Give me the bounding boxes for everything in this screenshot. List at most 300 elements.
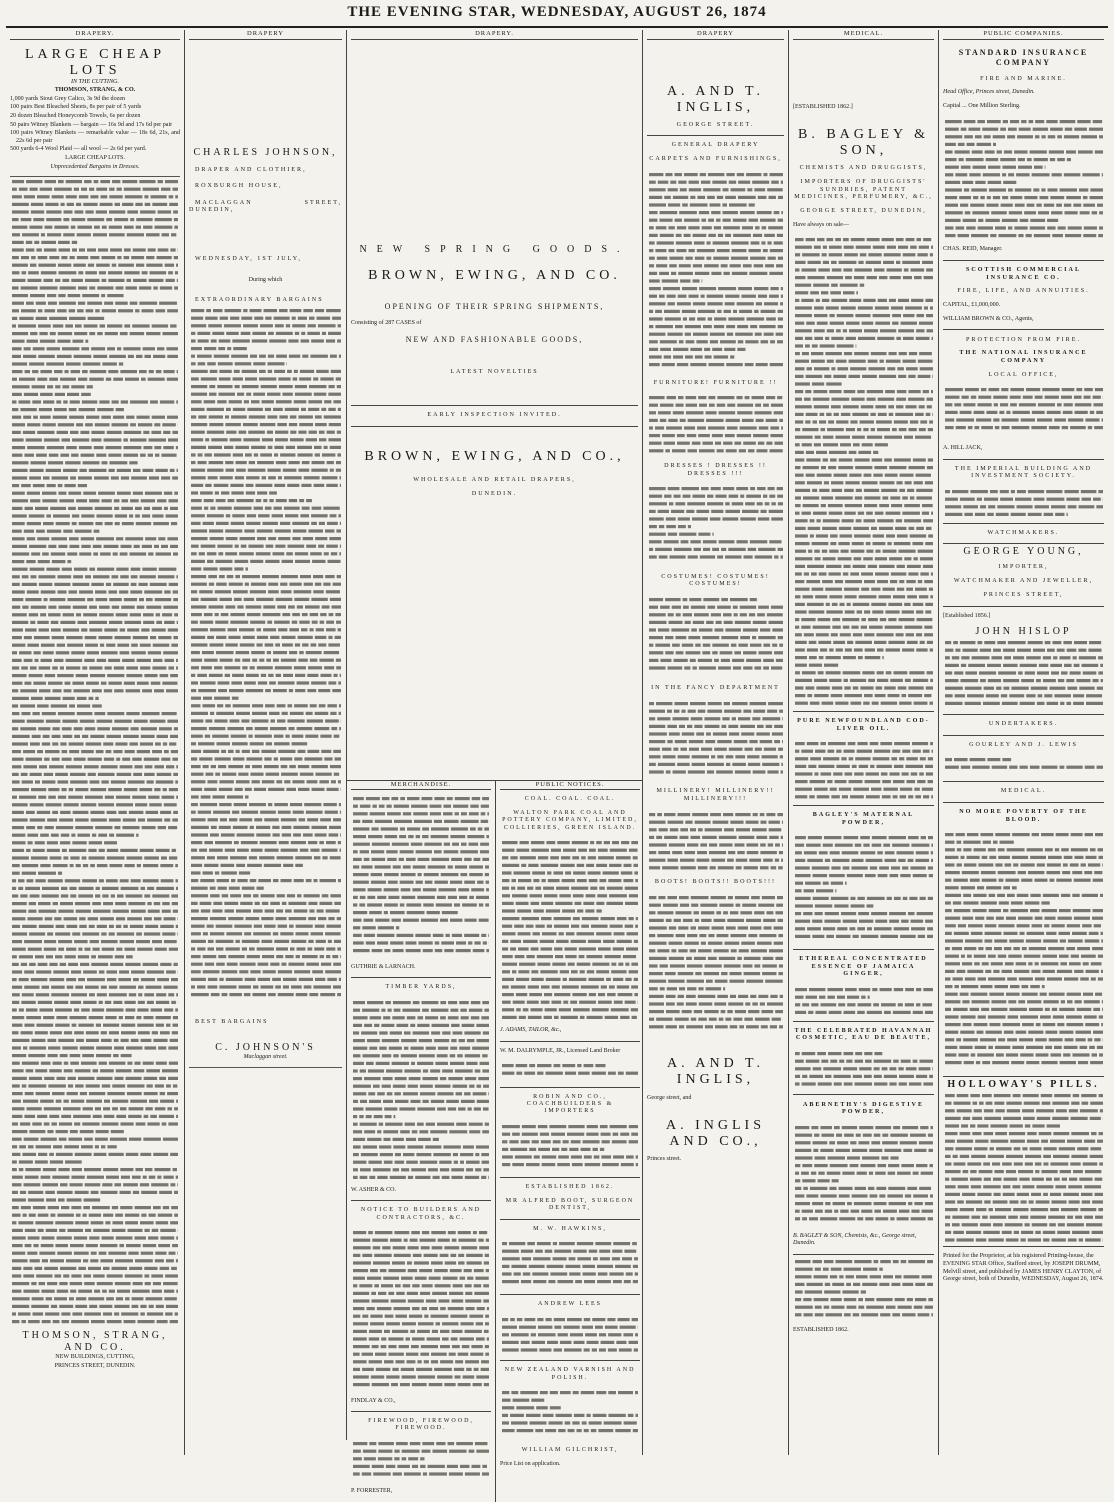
text-line-word	[916, 489, 932, 492]
text-line-word	[689, 747, 699, 750]
text-line-word	[125, 195, 143, 198]
text-line-word	[795, 520, 808, 523]
text-line-word	[649, 813, 655, 816]
text-line-word	[649, 606, 658, 609]
text-line-word	[795, 702, 808, 705]
text-line-word	[333, 962, 341, 965]
text-line-word	[681, 709, 685, 712]
text-line-word	[843, 573, 848, 576]
text-line-word	[41, 1062, 51, 1065]
text-line-word	[889, 558, 902, 561]
text-line-word	[782, 717, 783, 720]
text-line-word	[147, 902, 151, 905]
text-line-word	[57, 355, 72, 358]
text-line-word	[662, 279, 678, 282]
text-line-word	[795, 284, 811, 287]
text-line-word	[795, 254, 800, 257]
text-line-word	[282, 902, 287, 905]
text-line-word	[162, 796, 175, 799]
text-line-word	[660, 404, 674, 407]
text-line-word	[682, 287, 697, 290]
text-line-word	[260, 324, 273, 327]
text-line-word	[61, 1206, 69, 1209]
text-line-word	[677, 1002, 684, 1005]
text-line-word	[85, 636, 97, 639]
text-line-word	[868, 360, 878, 363]
text-line-word	[774, 724, 783, 727]
text-line-word	[822, 254, 827, 257]
text-line-word	[920, 897, 926, 900]
text-line-word	[106, 1297, 114, 1300]
text-line-word	[135, 1259, 153, 1262]
text-line-word	[765, 979, 783, 982]
text-line-word	[191, 909, 199, 912]
text-line-word	[779, 419, 783, 422]
text-line-word	[697, 317, 705, 320]
text-line-word	[82, 401, 97, 404]
text-line-word	[842, 796, 848, 799]
text-line-word	[731, 241, 748, 244]
text-line-word	[276, 674, 281, 677]
text-line-word	[12, 431, 21, 434]
text-line-word	[657, 949, 669, 952]
text-line-word	[930, 254, 933, 257]
text-line-word	[111, 575, 118, 578]
text-line-word	[32, 1313, 43, 1316]
text-line-word	[893, 672, 907, 675]
text-line-word	[12, 758, 24, 761]
text-line-word	[12, 644, 25, 647]
text-line-word	[927, 406, 932, 409]
text-line-word	[716, 621, 722, 624]
text-line-word	[326, 909, 340, 912]
text-line-word	[225, 461, 233, 464]
text-line-word	[328, 332, 341, 335]
text-line-word	[908, 398, 924, 401]
text-line-word	[649, 264, 654, 267]
text-line-word	[914, 276, 922, 279]
text-line-word	[79, 591, 93, 594]
text-line-word	[264, 757, 271, 760]
text-line-word	[138, 993, 142, 996]
text-line-word	[19, 188, 28, 191]
text-line-word	[68, 1085, 73, 1088]
text-line-word	[81, 1145, 93, 1148]
text-line-word	[899, 758, 904, 761]
text-line-word	[752, 180, 769, 183]
text-line-word	[120, 370, 137, 373]
text-line-word	[818, 1082, 832, 1085]
text-line-word	[705, 355, 712, 358]
text-line-word	[832, 618, 840, 621]
text-line-word	[682, 1010, 692, 1013]
text-line-word	[905, 988, 914, 991]
text-line-word	[692, 755, 709, 758]
text-line-word	[170, 1039, 178, 1042]
text-line-word	[160, 1031, 170, 1034]
text-line-word	[12, 1123, 18, 1126]
text-line-word	[95, 895, 100, 898]
text-line-word	[119, 1244, 124, 1247]
text-line-word	[162, 910, 171, 913]
text-line-word	[699, 667, 716, 670]
text-line-word	[282, 826, 292, 829]
text-line-word	[115, 1259, 133, 1262]
text-line-word	[698, 709, 706, 712]
text-line-word	[176, 993, 178, 996]
text-line-word	[923, 988, 933, 991]
text-line-word	[58, 1168, 69, 1171]
text-line-word	[768, 702, 783, 705]
text-line-word	[256, 499, 262, 502]
text-line-word	[893, 1011, 911, 1014]
text-line-word	[913, 1059, 918, 1062]
text-line-word	[328, 385, 334, 388]
text-line-word	[292, 620, 298, 623]
text-line-word	[144, 857, 159, 860]
text-line-word	[252, 993, 266, 996]
text-line-word	[98, 834, 107, 837]
text-line-word	[769, 949, 783, 952]
text-line-word	[843, 238, 849, 241]
text-line-word	[828, 466, 836, 469]
text-line-word	[841, 912, 856, 915]
text-line-word	[709, 203, 720, 206]
text-line-word	[230, 484, 243, 487]
text-line-word	[903, 276, 912, 279]
text-line-word	[137, 750, 150, 753]
text-line-word	[649, 411, 656, 414]
text-line-word	[97, 727, 110, 730]
text-line-word	[890, 580, 897, 583]
text-line-word	[678, 949, 687, 952]
text-line-word	[153, 355, 165, 358]
text-line-word	[81, 347, 89, 350]
text-line-word	[875, 573, 889, 576]
text-line-word	[268, 590, 279, 593]
text-line-word	[839, 788, 851, 791]
text-line-word	[820, 1126, 832, 1129]
text-line-word	[97, 1282, 113, 1285]
text-line-word	[795, 322, 804, 325]
text-line-word	[51, 537, 67, 540]
text-line-word	[701, 941, 706, 944]
text-line-word	[107, 431, 122, 434]
text-line-word	[216, 651, 234, 654]
text-line-word	[795, 542, 810, 545]
text-line-word	[898, 299, 909, 302]
text-line-word	[920, 758, 926, 761]
text-line-word	[152, 325, 168, 328]
text-line-word	[101, 986, 107, 989]
text-line-word	[160, 1092, 165, 1095]
text-line-word	[89, 469, 107, 472]
text-line-word	[669, 256, 683, 259]
text-line-word	[44, 439, 60, 442]
text-line-word	[909, 1082, 921, 1085]
text-line-word	[888, 352, 896, 355]
text-line-word	[25, 1176, 39, 1179]
text-line-word	[89, 993, 95, 996]
text-line-word	[106, 1009, 123, 1012]
text-line-word	[810, 520, 815, 523]
text-line-word	[151, 1275, 163, 1278]
text-line-word	[84, 1199, 101, 1202]
text-line-word	[159, 727, 172, 730]
text-line-word	[233, 826, 248, 829]
text-line-word	[40, 393, 53, 396]
text-line-word	[234, 560, 248, 563]
text-line-word	[45, 180, 56, 183]
text-line-word	[708, 317, 713, 320]
text-line-word	[105, 1001, 111, 1004]
text-line-word	[70, 477, 76, 480]
text-line-word	[94, 477, 109, 480]
text-line-word	[77, 621, 87, 624]
text-line-word	[859, 988, 871, 991]
text-line-word	[743, 629, 758, 632]
text-line-word	[76, 910, 91, 913]
text-line-word	[161, 545, 168, 548]
text-line-word	[829, 246, 842, 249]
text-line-word	[71, 1100, 84, 1103]
text-line-word	[872, 702, 879, 705]
text-line-word	[209, 727, 226, 730]
text-line-word	[706, 419, 723, 422]
text-line-word	[191, 575, 206, 578]
text-line-word	[677, 226, 686, 229]
text-line-word	[277, 894, 285, 897]
text-line-word	[102, 279, 107, 282]
text-lines-graphic	[647, 170, 785, 370]
text-line-word	[906, 1067, 917, 1070]
text-line-word	[297, 446, 312, 449]
text-line-word	[659, 218, 672, 221]
text-line-word	[63, 613, 74, 616]
text-line-word	[106, 750, 112, 753]
text-line-word	[926, 527, 932, 530]
text-line-word	[879, 375, 896, 378]
text-line-word	[81, 188, 87, 191]
text-line-word	[26, 302, 34, 305]
text-line-word	[673, 411, 684, 414]
text-line-word	[26, 180, 42, 183]
text-line-word	[73, 606, 87, 609]
text-line-word	[138, 583, 147, 586]
text-line-word	[830, 292, 841, 295]
text-line-word	[658, 851, 670, 854]
text-line-word	[649, 510, 656, 513]
text-line-word	[736, 540, 747, 543]
text-line-word	[122, 522, 134, 525]
text-line-word	[112, 1107, 118, 1110]
text-line-word	[806, 322, 815, 325]
text-line-word	[130, 591, 142, 594]
text-line-word	[830, 852, 840, 855]
text-line-word	[767, 613, 783, 616]
text-line-word	[287, 894, 295, 897]
text-line-word	[48, 879, 63, 882]
text-line-word	[698, 949, 711, 952]
text-line-word	[112, 180, 120, 183]
text-line-word	[831, 482, 843, 485]
text-line-word	[711, 613, 721, 616]
text-line-word	[896, 261, 900, 264]
text-line-word	[889, 413, 894, 416]
text-line-word	[220, 476, 233, 479]
text-line-word	[41, 241, 56, 244]
text-line-word	[109, 1031, 119, 1034]
text-line-word	[864, 580, 875, 583]
text-line-word	[96, 1047, 112, 1050]
text-line-word	[795, 634, 802, 637]
text-line-word	[871, 1141, 880, 1144]
text-line-word	[265, 909, 274, 912]
text-line-word	[93, 545, 102, 548]
text-line-word	[62, 347, 79, 350]
text-line-word	[12, 560, 24, 563]
text-line-word	[60, 667, 64, 670]
text-line-word	[824, 664, 838, 667]
text-line-word	[795, 398, 802, 401]
text-line-word	[247, 514, 256, 517]
text-line-word	[60, 287, 76, 290]
text-line-word	[141, 727, 157, 730]
text-line-word	[279, 309, 288, 312]
text-line-word	[692, 495, 705, 498]
text-line-word	[774, 941, 783, 944]
text-line-word	[115, 902, 126, 905]
text-line-word	[914, 788, 920, 791]
text-line-word	[22, 606, 28, 609]
text-line-word	[868, 254, 881, 257]
text-line-word	[41, 659, 52, 662]
text-line-word	[911, 920, 924, 923]
text-line-word	[68, 1077, 76, 1080]
text-line-word	[117, 895, 124, 898]
text-line-word	[64, 803, 79, 806]
text-line-word	[30, 819, 45, 822]
text-line-word	[688, 770, 705, 773]
text-line-word	[862, 444, 873, 447]
text-line-word	[827, 330, 834, 333]
text-line-word	[795, 497, 801, 500]
text-line-word	[210, 537, 224, 540]
text-line-word	[739, 835, 755, 838]
text-line-word	[262, 575, 279, 578]
text-line-word	[818, 672, 824, 675]
text-line-word	[131, 575, 138, 578]
text-line-word	[795, 649, 805, 652]
text-line-word	[795, 504, 801, 507]
text-line-word	[308, 408, 319, 411]
text-line-word	[39, 667, 51, 670]
text-line-word	[12, 735, 30, 738]
text-line-word	[774, 211, 780, 214]
text-line-word	[678, 396, 683, 399]
text-line-word	[649, 419, 658, 422]
text-line-word	[92, 1009, 104, 1012]
text-line-word	[894, 742, 910, 745]
text-line-word	[649, 851, 656, 854]
text-line-word	[65, 325, 73, 328]
text-line-word	[100, 1191, 117, 1194]
text-line-word	[137, 682, 149, 685]
text-line-word	[56, 1100, 62, 1103]
text-line-word	[93, 355, 107, 358]
text-line-word	[810, 292, 819, 295]
text-line-word	[819, 996, 825, 999]
text-line-word	[740, 211, 755, 214]
text-line-word	[860, 852, 875, 855]
text-line-word	[144, 758, 160, 761]
text-line-word	[871, 428, 875, 431]
text-line-word	[235, 446, 249, 449]
text-line-word	[857, 390, 864, 393]
text-line-word	[725, 294, 739, 297]
text-line-word	[241, 316, 252, 319]
text-line-word	[230, 856, 247, 859]
text-line-word	[152, 895, 169, 898]
text-line-word	[66, 948, 76, 951]
text-line-word	[225, 605, 235, 608]
text-line-word	[840, 535, 853, 538]
text-line-word	[902, 512, 920, 515]
text-line-word	[899, 1082, 907, 1085]
text-line-word	[282, 643, 293, 646]
text-line-word	[191, 765, 201, 768]
text-line-word	[340, 848, 341, 851]
text-line-word	[309, 316, 315, 319]
text-line-word	[665, 651, 673, 654]
text-line-word	[73, 264, 86, 267]
text-line-word	[932, 375, 933, 378]
text-line-word	[22, 993, 34, 996]
text-line-word	[103, 743, 113, 746]
text-line-word	[284, 780, 290, 783]
text-line-word	[338, 681, 341, 684]
text-line-word	[878, 398, 895, 401]
text-line-word	[157, 211, 171, 214]
text-line-word	[815, 912, 823, 915]
text-line-word	[832, 1179, 839, 1182]
text-line-word	[826, 603, 830, 606]
text-line-word	[778, 747, 783, 750]
text-line-word	[191, 529, 207, 532]
text-line-word	[649, 1017, 654, 1020]
text-line-word	[882, 796, 891, 799]
text-line-word	[143, 1062, 154, 1065]
text-line-word	[920, 1126, 928, 1129]
text-line-word	[882, 238, 894, 241]
text-line-word	[925, 1011, 933, 1014]
ad-ginger: ETHEREAL CONCENTRATED ESSENCE OF JAMAICA GINGER,	[793, 956, 934, 979]
text-line-word	[91, 347, 105, 350]
text-line-word	[746, 843, 758, 846]
text-line-word	[822, 550, 827, 553]
text-line-word	[101, 651, 118, 654]
text-line-word	[663, 755, 676, 758]
text-line-word	[242, 750, 250, 753]
text-line-word	[287, 484, 299, 487]
text-line-word	[688, 709, 696, 712]
text-line-word	[320, 879, 336, 882]
text-line-word	[916, 238, 921, 241]
text-line-word	[52, 1092, 65, 1095]
text-line-word	[61, 203, 65, 206]
text-line-word	[92, 705, 102, 708]
text-line-word	[158, 180, 163, 183]
